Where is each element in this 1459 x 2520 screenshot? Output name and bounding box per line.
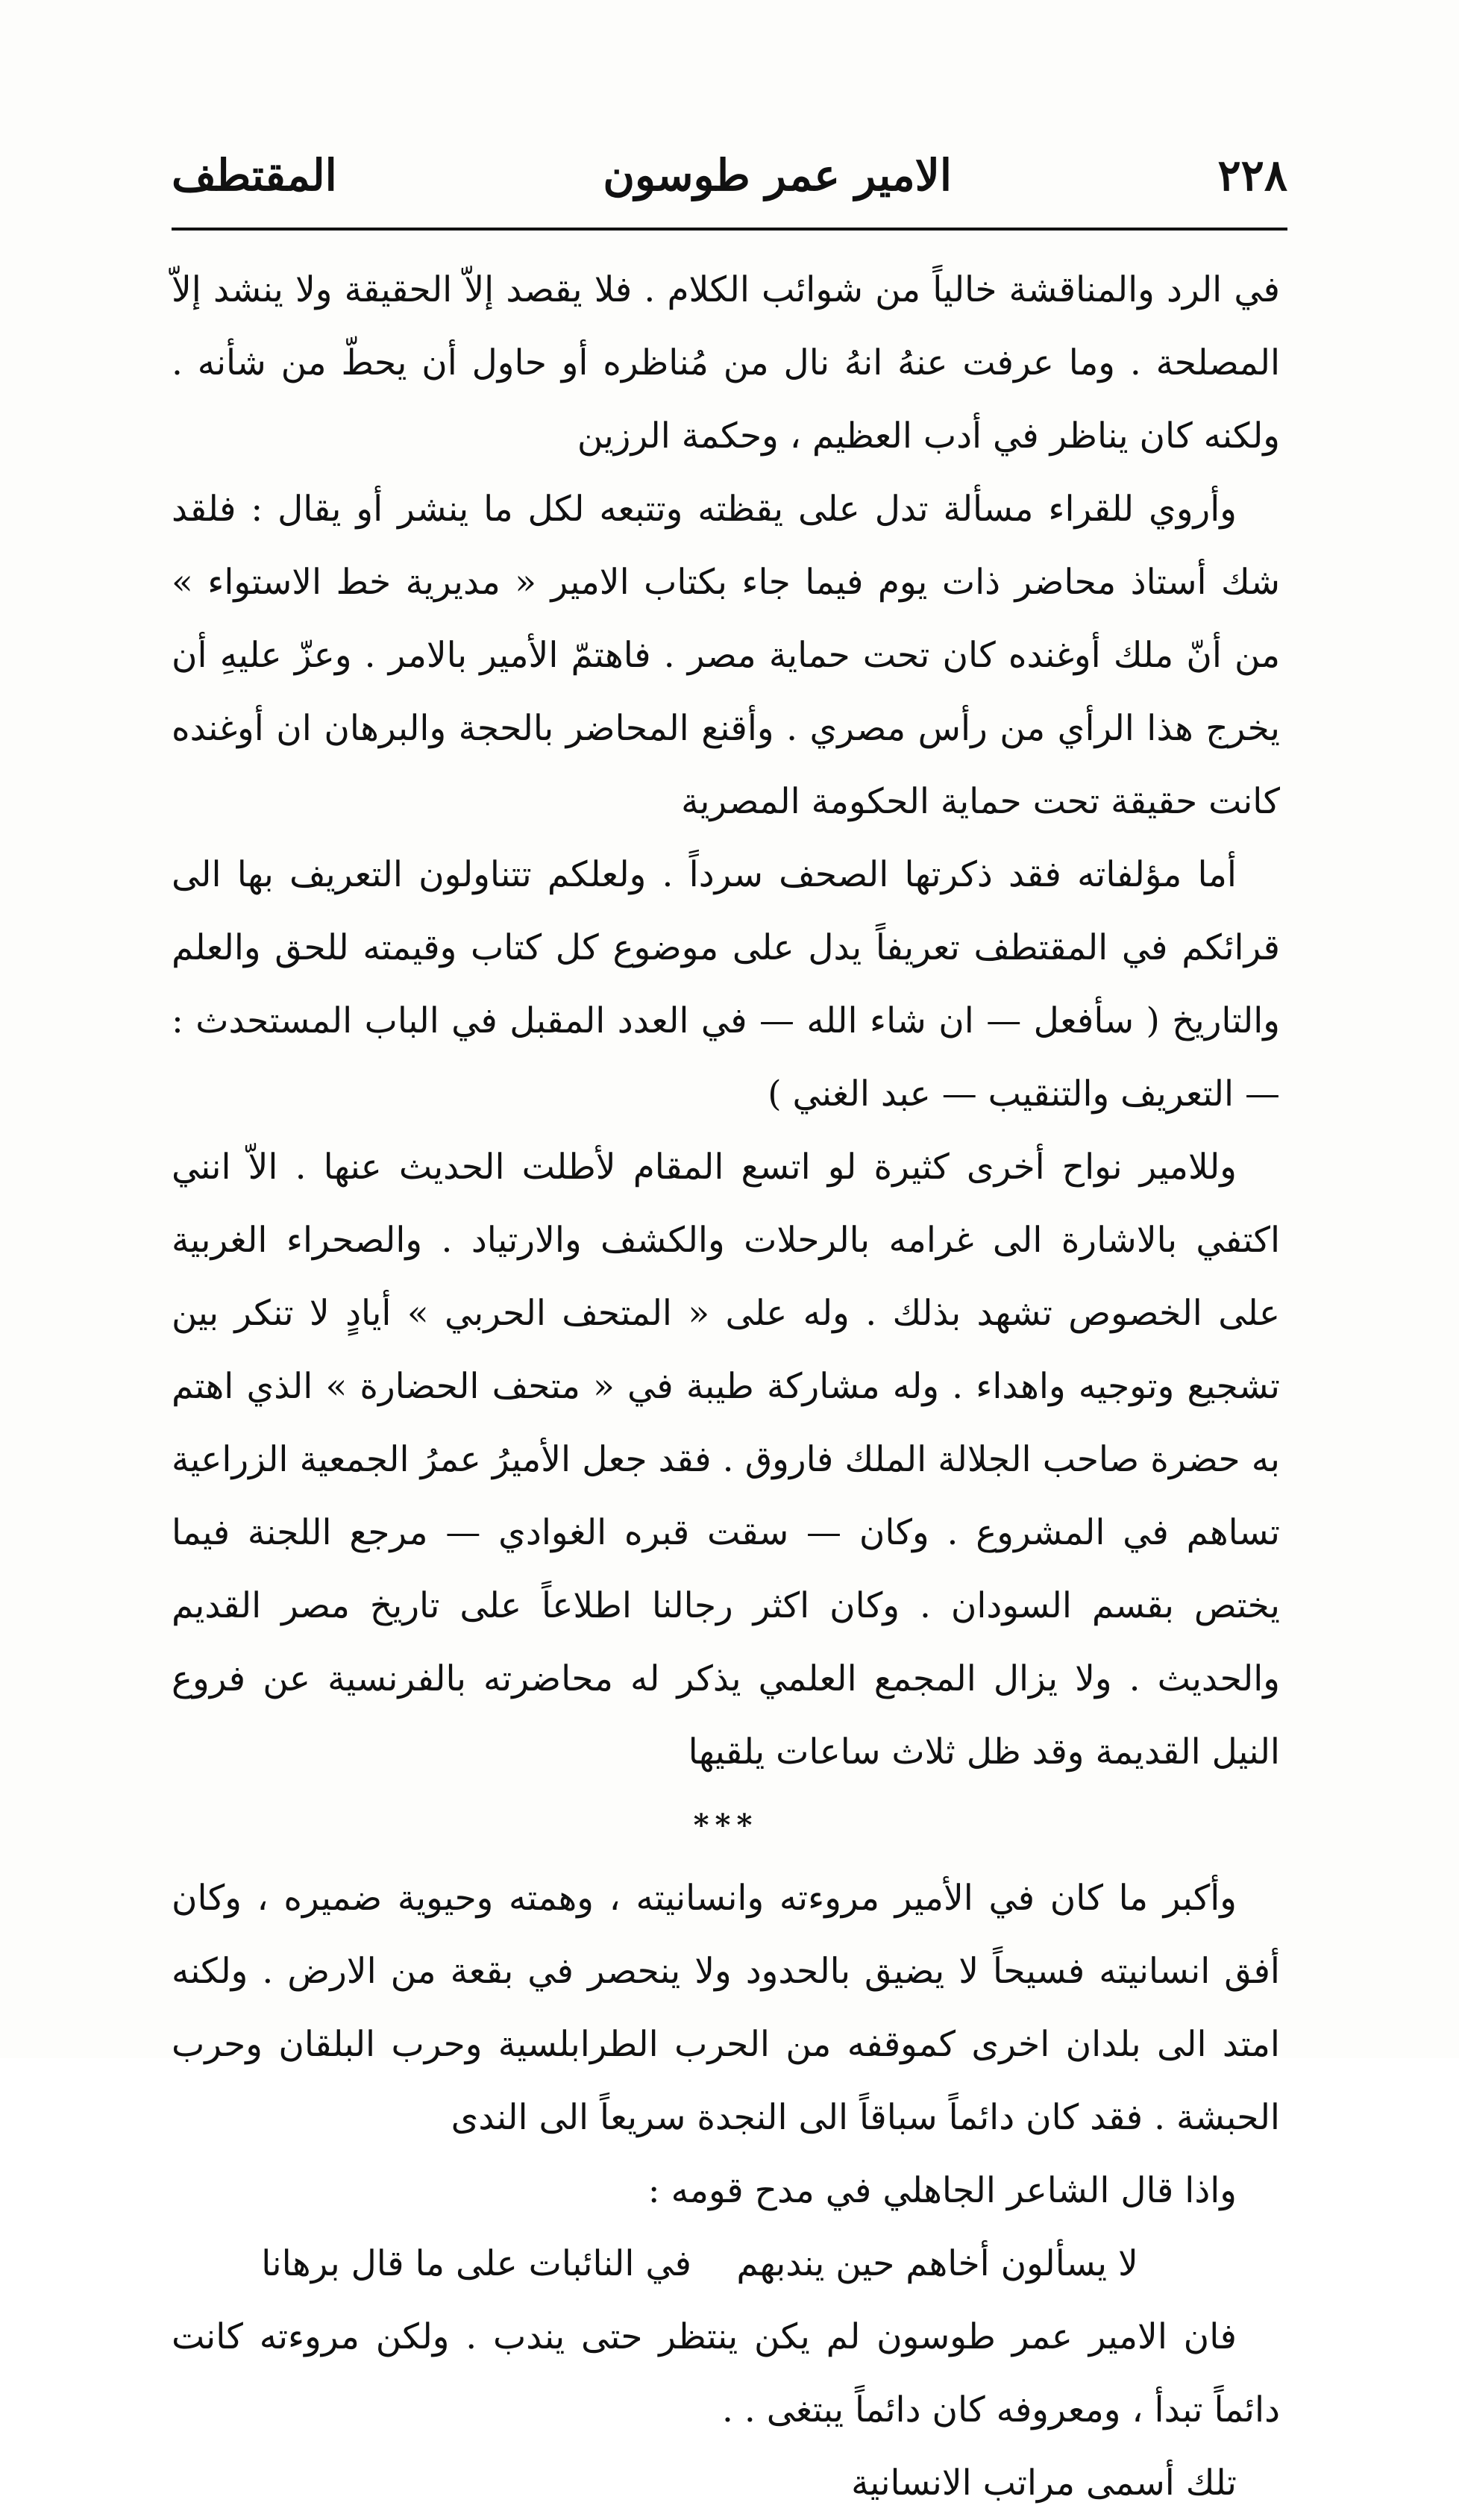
page-number: ٢٢٨ <box>1217 150 1287 201</box>
journal-name: المقتطف <box>172 150 337 201</box>
paragraph: وللامير نواح أخرى كثيرة لو اتسع المقام لأطلت الحديث عنها . الاّ انني اكتفي بالاشارة الى غرامه بالرحلات والكشف والارتياد . والصحراء الغربية على الخصوص تشهد بذلك . وله على « المتحف الحربي » أيادٍ لا تنكر بين تشجيع وتوجيه واهداء . وله مشاركة طيبة في « متحف الحضارة » الذي اهتم به حضرة صاحب الجلالة الملك فاروق . فقد جعل الأميرُ عمرُ الجمعية الزراعية تساهم في المشروع . وكان — سقت قبره الغوادي — مرجع اللجنة فيما يختص بقسم السودان . وكان اكثر رجالنا اطلاعاً على تاريخ مصر القديم والحديث . ولا يزال المجمع العلمي يذكر له محاضرته بالفرنسية عن فروع النيل القديمة وقد ظل ثلاث ساعات يلقيها <box>172 1147 1280 1773</box>
paragraph: أما مؤلفاته فقد ذكرتها الصحف سرداً . ولعلكم تتناولون التعريف بها الى قرائكم في المقتطف تعريفاً يدل على موضوع كل كتاب وقيمته للحق والعلم والتاريخ ( سأفعل — ان شاء الله — في العدد المقبل في الباب المستحدث : — التعريف والتنقيب — عبد الغني ) <box>172 854 1280 1115</box>
paragraph: وأكبر ما كان في الأمير مروءته وانسانيته ، وهمته وحيوية ضميره ، وكان أفق انسانيته فسيحاً لا يضيق بالحدود ولا ينحصر في بقعة من الارض . ولكنه امتد الى بلدان اخرى كموقفه من الحرب الطرابلسية وحرب البلقان وحرب الحبشة . فقد كان دائماً سباقاً الى النجدة سريعاً الى الندى <box>172 1878 1280 2138</box>
article-body <box>172 254 1280 2520</box>
paragraph: واذا قال الشاعر الجاهلي في مدح قومه : <box>647 2170 1237 2211</box>
paragraph: وأروي للقراء مسألة تدل على يقظته وتتبعه لكل ما ينشر أو يقال : فلقد شك أستاذ محاضر ذات يوم فيما جاء بكتاب الامير « مديرية خط الاستواء » من أنّ ملك أوغنده كان تحت حماية مصر . فاهتمّ الأمير بالامر . وعزّ عليهِ أن يخرج هذا الرأي من رأس مصري . وأقنع المحاضر بالحجة والبرهان ان أوغنده كانت حقيقة تحت حماية الحكومة المصرية <box>172 489 1280 822</box>
paragraph: في الرد والمناقشة خالياً من شوائب الكلام . فلا يقصد إلاّ الحقيقة ولا ينشد إلاّ المصلحة . وما عرفت عنهُ انهُ نال من مُناظره أو حاول أن يحطّ من شأنه . ولكنه كان يناظر في أدب العظيم ، وحكمة الرزين <box>172 269 1280 457</box>
verse-hemistich-first: لا يسألون أخاهم حين يندبهم <box>736 2243 1138 2284</box>
header-rule <box>172 228 1287 231</box>
article-title: الامير عمر طوسون <box>603 150 952 201</box>
paragraph: تلك أسمى مراتب الانسانية <box>851 2463 1237 2504</box>
paragraph: فان الامير عمر طوسون لم يكن ينتظر حتى يندب . ولكن مروءته كانت دائماً تبدأ ، ومعروفه كان دائماً يبتغى . . <box>172 2316 1280 2430</box>
verse-hemistich-second: في النائبات على ما قال برهانا <box>261 2243 691 2284</box>
section-separator: *** <box>693 1808 759 1843</box>
page-header <box>172 134 1287 216</box>
poem-verse <box>172 2228 1280 2301</box>
